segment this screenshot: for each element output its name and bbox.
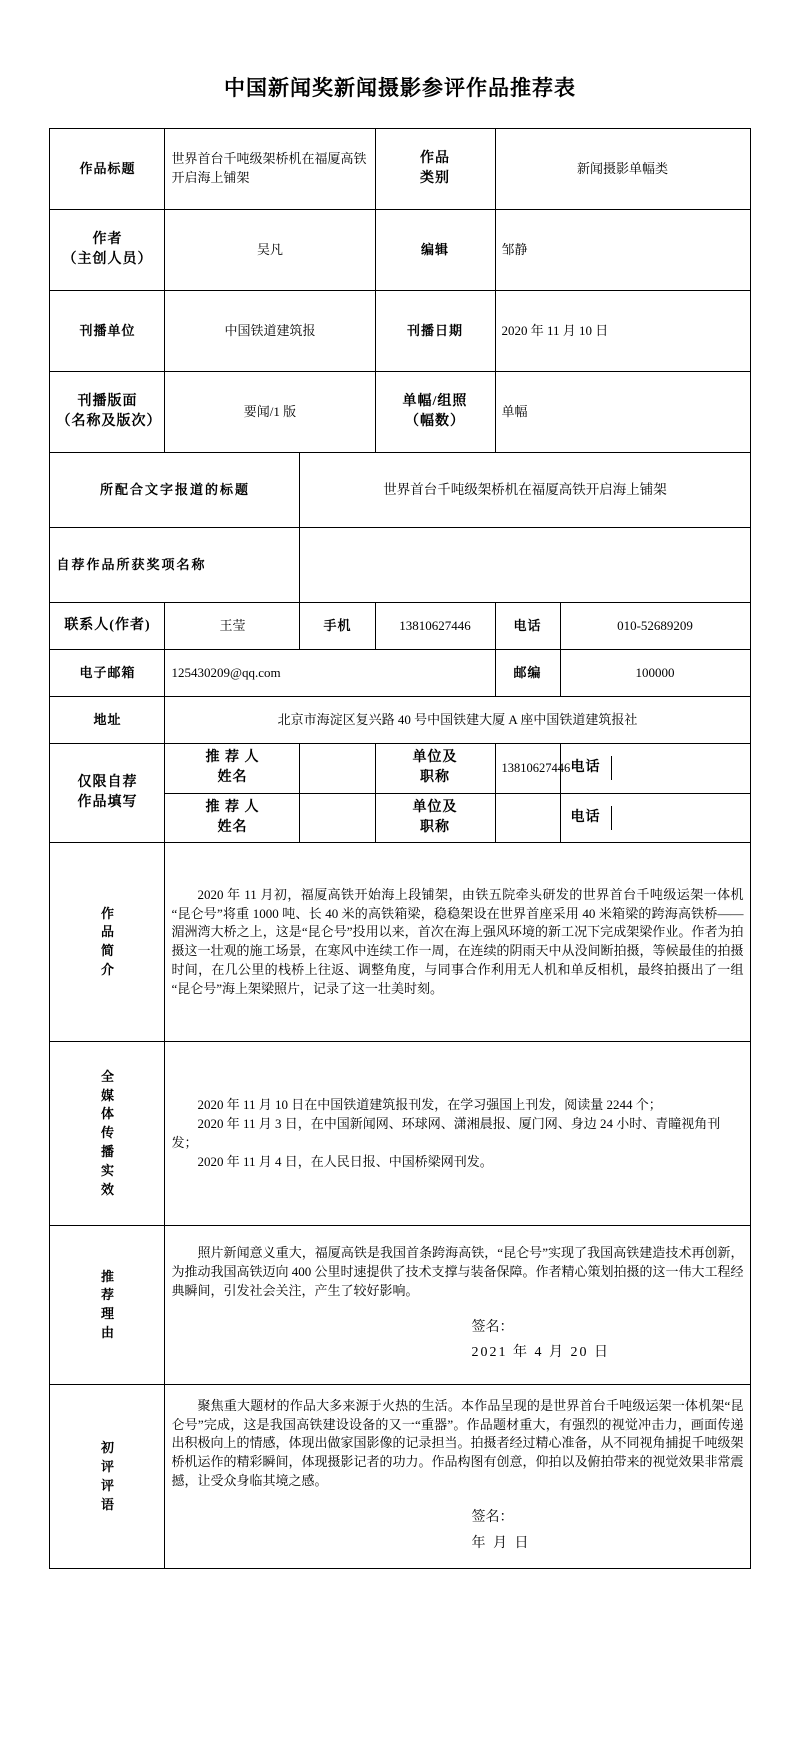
recommender-2-phone-label: 电话 [561,806,612,830]
recommender-1-unit-value[interactable]: 13810627446 [495,744,560,794]
recommender-1-name-value[interactable] [300,744,375,794]
recommend-reason-signature-label: 签名： [471,1319,514,1335]
recommender-2-name-label-line2: 姓名 [217,819,248,835]
media-effect-line-0: 2020 年 11 月 10 日在中国铁道建筑报刊发，在学习强国上刊发，阅读量 2244 个； [197,1097,662,1112]
recommend-reason-label-char-2: 理 [100,1306,114,1322]
media-effect-label-char-4: 播 [100,1144,114,1160]
mobile-label: 手机 [300,603,375,650]
address-value[interactable]: 北京市海淀区复兴路 40 号中国铁建大厦 A 座中国铁道建筑报社 [165,697,750,744]
email-value[interactable]: 125430209@qq.com [165,650,495,697]
self-award-label: 自荐作品所获奖项名称 [50,528,300,603]
initial-review-signature-date[interactable]: 年 月 日 [471,1535,531,1551]
recommender-2-name-label [165,793,300,843]
recommend-reason-signature-date[interactable]: 2021 年 4 月 20 日 [471,1345,610,1361]
work-category-value[interactable]: 新闻摄影单幅类 [495,129,750,210]
row-recommender-1 [50,744,750,794]
recommender-2-unit-value[interactable] [495,793,560,843]
row-address [50,697,750,744]
recommender-1-phone-cell [560,744,750,794]
recommender-2-phone-cell [560,793,750,843]
initial-review-text: 聚焦重大题材的作品大多来源于火热的生活。本作品呈现的是世界首台千吨级运架一体机架“昆仑号”完成，这是我国高铁建设设备的又一“重器”。作品题材重大，有强烈的视觉冲击力，画面传递出积极向上的情感，体现出做家国影像的记录担当。拍摄者经过精心准备，从不同视角捕捉千吨级架桥机运作的精彩瞬间，体现摄影记者的功力。作品构图有创意，仰拍以及俯拍带来的视觉效果非常震撼，让受众身临其境之感。 [171,1397,744,1489]
row-media-effect [50,1042,750,1226]
recommender-2-phone-value[interactable] [611,806,750,830]
media-effect-line-2: 2020 年 11 月 4 日，在人民日报、中国桥梁网刊发。 [197,1153,493,1169]
author-label [50,210,165,291]
recommender-2-unit-label [375,793,495,843]
postcode-label: 邮编 [495,650,560,697]
recommender-1-name-label-line2: 姓名 [217,770,248,786]
recommendation-form-table [49,128,750,1569]
row-author [50,210,750,291]
row-contact [50,603,750,650]
media-effect-body [165,1042,750,1226]
publish-date-label: 刊播日期 [375,291,495,372]
single-group-label-line1: 单幅/组照 [402,393,468,409]
author-label-line1: 作者 [92,231,123,247]
recommender-1-phone-value[interactable] [611,756,750,780]
row-work-title [50,129,750,210]
recommend-reason-text: 照片新闻意义重大，福厦高铁是我国首条跨海高铁，“昆仑号”实现了我国高铁建造技术再创新，为推动我国高铁迈向 400 公里时速提供了技术支撑与装备保障。作者精心策划拍摄的这一伟大工程经典瞬间，引发社会关注，产生了较好影响。 [171,1245,744,1298]
recommend-reason-label [50,1226,165,1385]
recommender-1-unit-label-line2: 职称 [420,770,450,786]
recommender-1-unit-label-line1: 单位及 [412,750,458,765]
summary-label-char-3: 介 [100,962,114,978]
author-label-line2: （主创人员） [62,252,153,267]
publisher-value[interactable]: 中国铁道建筑报 [165,291,375,372]
page-label [50,372,165,453]
contact-label: 联系人(作者) [50,603,165,650]
recommender-2-unit-label-line2: 职称 [420,819,450,835]
self-recommend-label-line1: 仅限自荐 [77,774,138,790]
initial-review-label-char-1: 评 [100,1458,114,1474]
media-effect-label-char-2: 体 [100,1106,114,1122]
work-title-label: 作品标题 [50,129,165,210]
media-effect-label-char-6: 效 [100,1181,114,1197]
self-recommend-label-line2: 作品填写 [77,795,138,811]
recommend-reason-label-char-3: 由 [100,1325,114,1341]
recommend-reason-label-char-1: 荐 [100,1287,114,1303]
media-effect-label [50,1042,165,1226]
media-effect-label-char-1: 媒 [100,1087,114,1103]
row-page-layout [50,372,750,453]
author-value[interactable]: 吴凡 [165,210,375,291]
editor-value[interactable]: 邹静 [495,210,750,291]
email-label: 电子邮箱 [50,650,165,697]
recommender-1-name-label-line1: 推 荐 人 [205,750,260,765]
initial-review-label-char-0: 初 [100,1440,114,1455]
media-effect-label-char-3: 传 [100,1125,114,1141]
row-email [50,650,750,697]
page-label-line1: 刊播版面 [77,393,138,409]
initial-review-label-char-3: 语 [100,1496,114,1512]
row-publisher [50,291,750,372]
self-award-value[interactable] [300,528,750,603]
row-accompany-title [50,453,750,528]
page-label-line2: （名称及版次） [56,414,162,429]
self-recommend-section-label [50,744,165,843]
summary-label-char-0: 作 [100,905,114,921]
recommender-2-name-value[interactable] [300,793,375,843]
address-label: 地址 [50,697,165,744]
row-initial-review [50,1385,750,1569]
accompany-title-value[interactable]: 世界首台千吨级架桥机在福厦高铁开启海上铺架 [300,453,750,528]
initial-review-signature-label: 签名： [471,1509,514,1525]
work-category-label-line1: 作品 [420,150,450,166]
single-group-label [375,372,495,453]
publish-date-value[interactable]: 2020 年 11 月 10 日 [495,291,750,372]
summary-body [165,843,750,1042]
media-effect-label-char-0: 全 [100,1068,114,1084]
work-category-label [375,129,495,210]
telephone-value[interactable]: 010-52689209 [560,603,750,650]
page-title: 中国新闻奖新闻摄影参评作品推荐表 [224,76,576,100]
accompany-title-label: 所配合文字报道的标题 [50,453,300,528]
recommender-1-name-label [165,744,300,794]
recommender-2-unit-label-line1: 单位及 [412,799,458,815]
initial-review-label-char-2: 评 [100,1477,114,1493]
contact-value[interactable]: 王莹 [165,603,300,650]
initial-review-body [165,1385,750,1569]
initial-review-label [50,1385,165,1569]
editor-label: 编辑 [375,210,495,291]
recommender-1-phone-label: 电话 [561,756,612,780]
recommend-reason-label-char-0: 推 [100,1268,114,1284]
media-effect-line-1: 2020 年 11 月 3 日，在中国新闻网、环球网、潇湘晨报、厦门网、身边 24 小时、青瞳视角刊发； [171,1115,721,1150]
work-category-label-line2: 类别 [420,171,450,186]
recommender-2-name-label-line1: 推 荐 人 [205,799,260,815]
row-summary [50,843,750,1042]
single-group-label-line2: （幅数） [405,414,465,429]
telephone-label: 电话 [495,603,560,650]
publisher-label: 刊播单位 [50,291,165,372]
summary-label-char-2: 简 [100,943,114,959]
summary-text: 2020 年 11 月初，福厦高铁开始海上段铺架，由铁五院牵头研发的世界首台千吨级运架一体机“昆仑号”将重 1000 吨、长 40 米的高铁箱梁，稳稳架设在世界首座采用 40 米箱梁的跨海高铁桥——湄洲湾大桥之上，这是“昆仑号”投用以来，首次在海上强风环境的新工况下完成架梁作业。作者为拍摄这一壮观的施工场景，在寒风中连续工作一周，在连续的阴雨天中从没间断拍摄，等候最佳的拍摄时间，在几公里的栈桥上往返、调整角度，与同事合作利用无人机和单反相机，最终拍摄出了一组“昆仑号”海上架梁照片，记录了这一壮美时刻。 [171,886,744,996]
recommend-reason-signature [171,1315,743,1367]
initial-review-signature [171,1505,743,1557]
work-title-value[interactable]: 世界首台千吨级架桥机在福厦高铁开启海上铺架 [165,129,375,210]
mobile-value[interactable]: 13810627446 [375,603,495,650]
row-self-award [50,528,750,603]
recommend-reason-body [165,1226,750,1385]
summary-label-char-1: 品 [100,924,114,940]
row-recommend-reason [50,1226,750,1385]
postcode-value[interactable]: 100000 [560,650,750,697]
page-value[interactable]: 要闻/1 版 [165,372,375,453]
recommender-1-unit-label [375,744,495,794]
summary-label [50,843,165,1042]
media-effect-label-char-5: 实 [100,1162,114,1178]
single-group-value[interactable]: 单幅 [495,372,750,453]
